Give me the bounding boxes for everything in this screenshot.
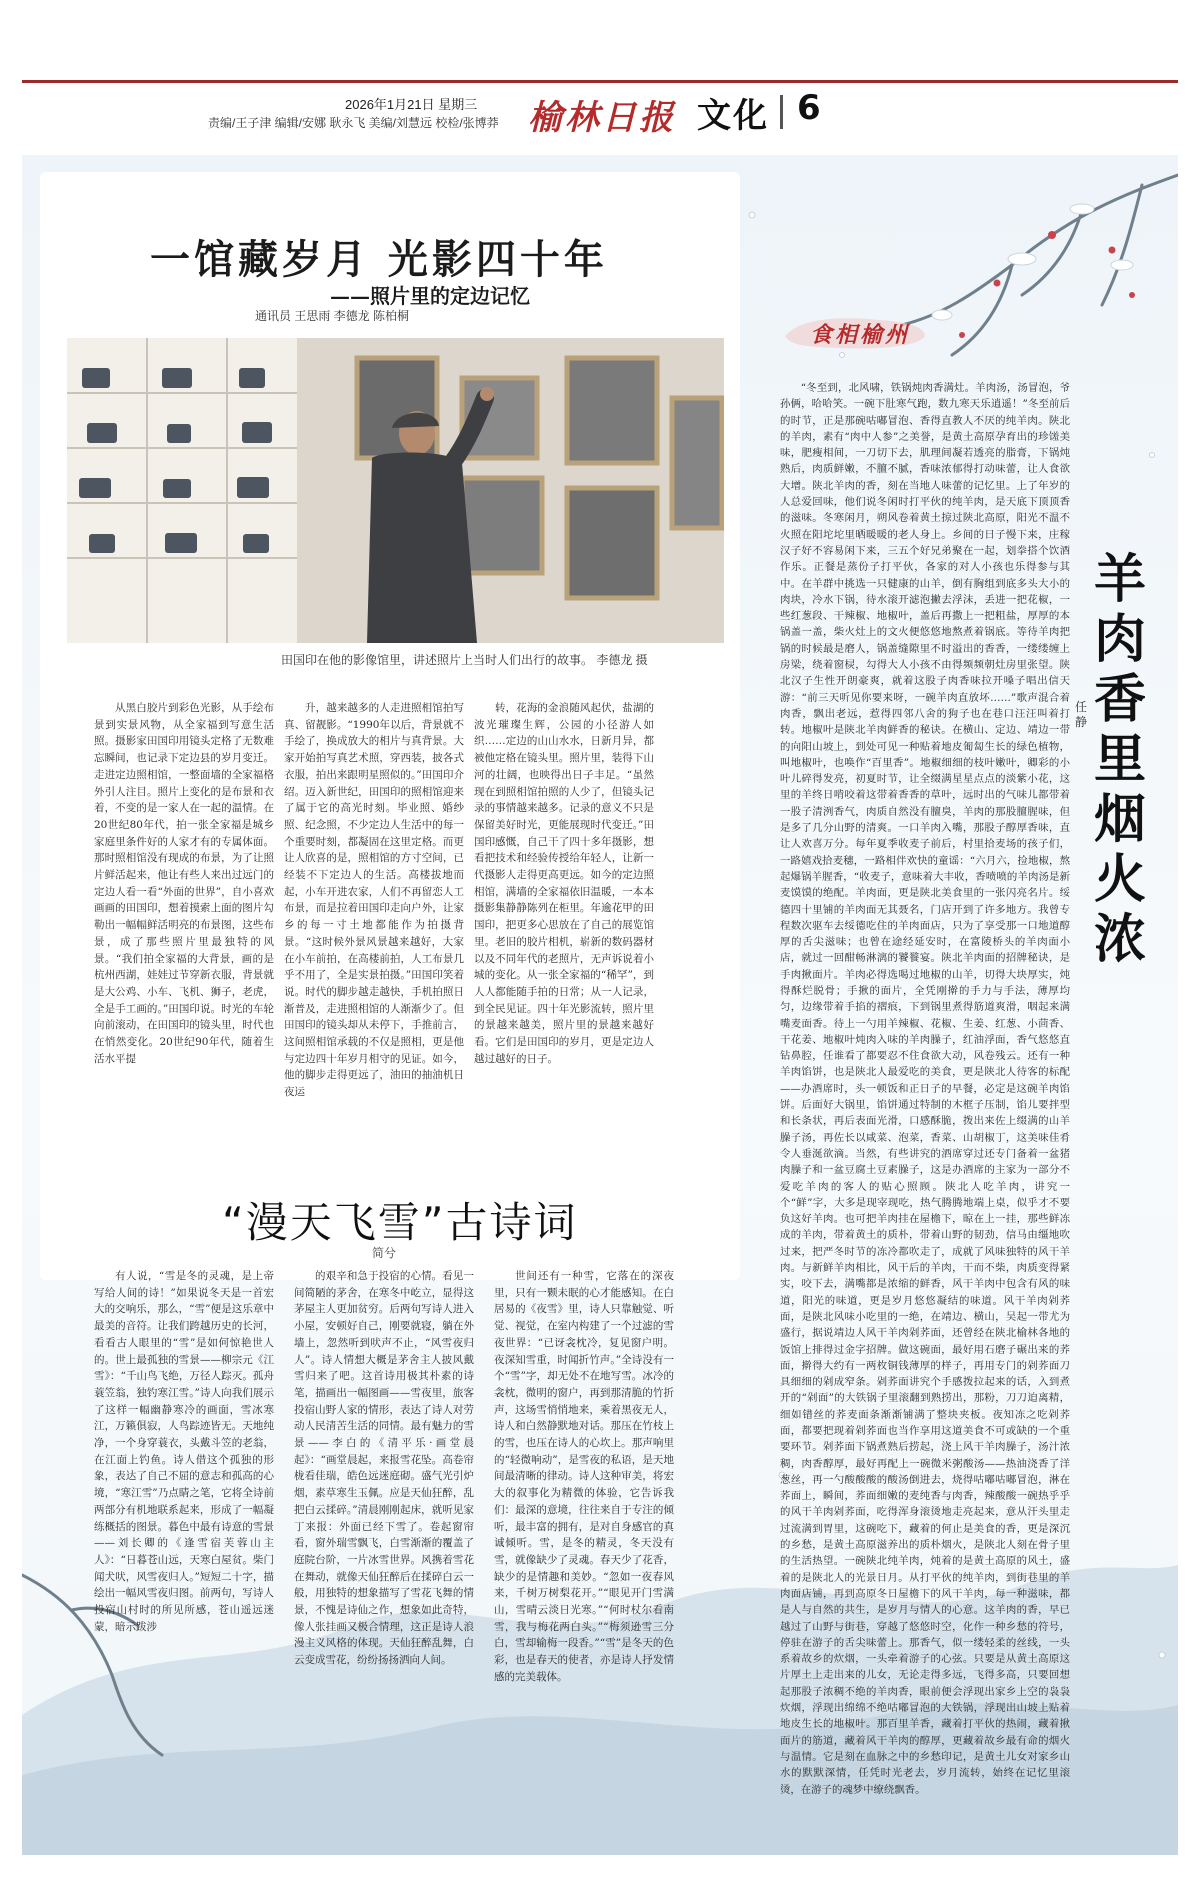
article3-column: [780, 380, 1070, 1820]
article3-author: 任静: [1074, 700, 1087, 729]
page-number: 6: [797, 88, 821, 128]
newspaper-name: 榆林日报: [528, 98, 676, 138]
snow-branch-top-right: [902, 175, 1178, 355]
header-date: 2026年1月21日 星期三: [345, 97, 478, 112]
article1-text-col3: 转，花海的金浪随风起伏，盐湖的波光璀璨生辉，公园的小径游人如织……定边的山山水水，日新月异，都被他定格在镜头里。照片里，装得下山河的壮阔，也映得出日子丰足。“虽然现在到照相馆拍照的人少了，但镜头记录的事情越来越多。记录的意义不只是保留美好时光，更能展现时代变迁。”田国印感慨，自己干了四十多年摄影，想看把技术和经验传授给年轻人，让新一代摄影人走得更高更远。如今的定边照相馆，满墙的全家福依旧温暖，一本本摄影集静静陈列在柜里。年逾花甲的田国印，把更多心思放在了自己的展览馆里。老旧的胶片相机，崭新的数码器材以及不同年代的老照片，无声诉说着小城的变化。从一张全家福的“稀罕”，到人人都能随手拍的日常；从一人记录，到全民见证。四十年光影流转，照片里的景越来越美，照片里的景越来越好看。它们是田国印的岁月，更是定边人越过越好的日子。: [474, 702, 654, 1065]
article1-subtitle: ——照片里的定边记忆: [330, 284, 530, 308]
article2-column-3: [494, 1268, 674, 1816]
section-name: 文化: [697, 96, 769, 136]
article2-title: “漫天飞雪”古诗词: [222, 1198, 578, 1247]
article2-column-2: [294, 1268, 474, 1816]
article2-text-col2: 的艰辛和急于投宿的心情。看见一间简陋的茅舍，在寒冬中屹立，显得这茅屋主人更加贫穷。后两句写诗人进入小屋，安顿好自己，刚要就寝，躺在外墙上，忽然听到吠声不止，“风雪夜归人”。诗人情想大概是茅舍主人披风戴雪归来了吧。这首诗用极其朴素的诗笔，描画出一幅图画——雪夜里，旅客投宿山野人家的情形，表达了诗人对劳动人民清苦生活的同情。最有魅力的雪景——李白的《清平乐·画堂晨起》：“画堂晨起，来报雪花坠。高卷帘栊看佳瑞，皓色远迷庭砌。盛气光引炉烟，素草寒生玉佩。应是天仙狂醉，乱把白云揉碎。”清晨刚刚起床，就听见家丁来报：外面已经下雪了。卷起窗帘看，窗外瑞雪飘飞，白雪渐渐的覆盖了庭院台阶，一片冰雪世界。风携着雪花在舞动，就像天仙狂醉后在揉碎白云一般，用独特的想象描写了雪花飞舞的情景，不愧是诗仙之作，想象如此奇特，像人张挂画又极合情理，这正是诗人浪漫主义风格的体现。天仙狂醉乱舞，白云变成雪花，纷纷扬扬洒向人间。: [294, 1270, 474, 1667]
article2-text-col1: 有人说，“雪是冬的灵魂，是上帝写给人间的诗！”如果说冬天是一首宏大的交响乐，那么，“雪”便是这乐章中最美的音符。让我们跨越历史的长河，看看古人眼里的“雪”是如何惊艳世人的。世上最孤独的雪景——柳宗元《江雪》：“千山鸟飞绝，万径人踪灭。孤舟蓑笠翁，独钓寒江雪。”诗人向我们展示了这样一幅幽静寒冷的画面，雪冰寒江，万籁俱寂，人鸟踪迹皆无。天地纯净，一个身穿蓑衣，头戴斗笠的老翁，在江面上钓鱼。诗人借这个孤独的形象，表达了自己不屈的意志和孤高的心境，“寒江雪”乃点睛之笔，它将全诗前两部分有机地联系起来，形成了一幅凝练概括的图景。暮色中最有诗意的雪景——刘长卿的《逢雪宿芙蓉山主人》：“日暮苍山远，天寒白屋贫。柴门闻犬吠，风雪夜归人。”短短二十字，描绘出一幅风雪夜归图。前两句，写诗人投宿山村时的所见所感，苍山遥远迷蒙，暗示跋涉: [94, 1270, 274, 1633]
header-divider: [780, 95, 783, 129]
column-badge-text: 食相榆州: [810, 322, 911, 348]
article2-column-1: [94, 1268, 274, 1816]
photo-caption: 田国印在他的影像馆里，讲述照片上当时人们出行的故事。 李德龙 摄: [281, 653, 648, 667]
article2-text-col3: 世间还有一种雪，它落在的深夜里，只有一颗未眠的心才能感知。在白居易的《夜雪》里，诗人只靠触觉、听觉、视觉，在室内构建了一个过滤的雪夜世界：“已讶衾枕冷，复见窗户明。夜深知雪重，时闻折竹声。”全诗没有一个“雪”字，却无处不在地写雪。冰冷的衾枕，微明的窗户，再到那清脆的竹折声，这场雪悄悄地来，乘着黑夜无人，诗人和白然静默地对话。那压在竹枝上的雪，也压在诗人的心坎上。那声响里的“轻微响动”，是雪夜的私语，是天地间最清晰的律动。诗人这种审美，将宏大的叙事化为精微的体验，它告诉我们：最深的意境，往往来自于专注的倾听，最丰富的拥有，是对自身感官的真诚倾听。雪，是冬的精灵，冬天没有雪，就像缺少了灵魂。春天少了花香，缺少的是情趣和美妙。“忽如一夜春风来，千树万树梨花开。”“眼见开门雪满山，雪晴云淡日光寒。”“何时杖尔看南雪，我与梅花两白头。”“梅须逊雪三分白，雪却输梅一段香。”“雪”是冬天的色彩，也是春天的使者，亦是诗人抒发情感的完美载体。: [494, 1270, 674, 1683]
masthead-rule: [22, 80, 1178, 83]
article1-byline: 通讯员 王思雨 李德龙 陈柏桐: [255, 309, 410, 323]
article1-photo: [67, 338, 724, 643]
article1-column-3: [474, 700, 654, 1170]
article3-text: “冬至到，北风啸，铁锅炖肉香满灶。羊肉汤，汤冒泡，爷孙俩，哈哈笑。一碗下肚寒气跑，数九寒天乐逍遥！”冬至前后的时节，正是那碗咕嘟冒泡、香得直教人不厌的纯羊肉。陕北的羊肉，素有“肉中人参”之美誉，是黄土高原孕育出的珍馐美味，肥瘦相间，一刀切下去，肌理间凝若透亮的脂膏，下锅炖熟后，肉质鲜嫩，不膻不腻，香味浓郁得打动味蕾，让人食欲大增。陕北羊肉的香，刻在当地人味蕾的记忆里。上了年岁的人总爱回味，他们说冬闲时打平伙的纯羊肉，是天底下顶顶香的滋味。冬寒闲月，朔风卷着黄土掠过陕北高原，阳光不温不火照在阳坨坨里晒暖暖的老人身上。乡间的日子慢下来，庄稼汉子好不容易闲下来，三五个好兄弟聚在一起，划拳搭个饮酒作乐。正餐是蒸份子打平伙，各家的对人小孩也乐得参与其中。在羊群中挑选一只健康的山羊，倒有胸组到底多头大小的肉块，冷水下锅，待水滚开滤泡撇去浮沫，丢进一把花椒，一些红葱段、干辣椒、地椒叶，盖后再撒上一把粗盐，厚厚的本锅盖一盖，柴火灶上的文火便悠悠地熬煮着锅底。等待羊肉把锅的时候最是磨人，锅盖缝隙里不时溢出的香香，一缕缕缠上房梁，绕着窗棂，勾得大人小孩不由得频频朝灶房里张望。陕北汉子生性开朗豪爽，就着这股子肉香味拉开嗓子唱出信天游：“前三天听见你要来呀，一碗羊肉直放坏……”歌声混合着肉香，飘出老远，惹得四邻八舍的狗子也在巷口汪汪叫着打转。地椒叶是陕北羊肉鲜香的秘诀。在横山、定边、靖边一带的向阳山坡上，到处可见一种贴着地皮匍匐生长的绿色植物，叫地椒叶，也唤作“百里香”。地椒细细的枝叶嫩叶，卿彩的小叶儿碎得发亮，初夏时节，让全缀满星星点点的淡紫小花，这里的羊终日啃咬着这带着香香的草叶，远时出的气味儿都带着一股子清洌香气，肉质自然没有膻臭，羊肉的那股膻腥味，但是多了几分山野的清爽。一口羊肉入嘴，那股子醇厚香味，直让人欢喜万分。每年夏季收麦子前后，村里拾麦场的孩子们，一路嬉戏拾麦穗，一路相伴欢快的童谣：“六月六，捡地椒，熬起爆锅羊腥香，“收麦子，意味着大丰收，香喷喷的羊肉汤是新麦馍馍的绝配。羊肉面，更是陕北美食里的一张闪亮名片。绥德四十里铺的羊肉面无其聂名，门店开到了许多地方。我曾专程数次驱车去绥德吃住的羊肉面店，只为了享受那一口地道醇厚的舌尖滋味；也曾在途经延安时，在富陵桥头的羊肉面小店，就过一回酣畅淋漓的饕餮宴。陕北羊肉面的招牌秘诀，是手肉揪面片。羊肉必得选喝过地椒的山羊，切得大块厚实，炖得酥烂脱骨；手揪的面片，全凭刚擀的手力与手法，薄厚均匀，边缘带着手掐的褶痕，下到锅里煮得筋道爽滑，咽起来满嘴麦面香。待上一勺用羊辣椒、花椒、生姜、红葱、小茴香、干花姜、地椒叶炖肉入味的羊肉臊子，红油浮面，香气悠悠直钻鼻腔，任谁看了都要忍不住食欲大动，风卷残云。还有一种羊肉馅饼，也是陕北人最爱吃的美食，更是陕北人待客的标配——办酒席时，头一顿饭和正日子的早餐，必定是这碗羊肉馅饼。后面好大锅里，馅饼通过特制的木框子压制，馅儿要拌型和长条状，再后表面光滑，口感酥脆，拨出来佐上缀满的山羊臊子汤，再佐长以咸菜、泡菜，香菜、山胡椒丁，这美味佳肴令人垂涎欲滴。当然，有些讲究的酒席穿过还专门备着一盆猪肉臊子和一盆豆腐土豆素臊子，这是办酒席的主家为一部分不爱吃羊肉的客人的贴心照顾。陕北人吃羊肉，讲究一个“鲜”字，大多是现宰现吃，热气腾腾地端上桌，似乎才不要负这好羊肉。也可把羊肉挂在屋檐下，晾在上一挂，那些鲜冻成的羊肉，带着黄土的质朴，带着山野的韧劲，信马由缰地吹过来，把严冬时节的冻冷都吹走了，成就了风味独特的风干羊肉。与新鲜羊肉相比，风干后的羊肉，干而不柴，肉质变得紧实，咬下去，满嘴都是浓缩的鲜香，风干羊肉中包含有风的味道，阳光的味道，更是岁月悠悠凝结的味道。风干羊肉剁荞面，是陕北风味小吃里的一绝，在靖边、横山，吴起一带尤为盛行，据说靖边人风干羊肉剁荞面，还曾经在陕北榆林各地的饭馆上排得过金字招牌。做这碗面，最好用石磨子碾出来的荞面，擀得大约有一两枚铜钱薄厚的样子，再用专门的剁荞面刀具细细的剁成窄条。剁荞面讲究个手感拨拉起来的话，入到煮开的“剁面”的大铁锅子里滚翻到熟捞出，那粉，刀刀迫离精，细如错丝的荞麦面条渐渐铺满了整块夹板。夜知冻之吃剁荞面，都要把现着剁荞面也当作享用这道美食不可或缺的一个重要环节。剁荞面下锅煮熟后捞起，浇上风干羊肉臊子，汤汁浓稠，肉香醇厚，最好再配上一碗微米粥酸汤——热油浇香了洋葱丝，再一勺酸酸酸的酸汤倒进去，烧得咕嘟咕嘟冒泡，淋在荞面上，瞬间，荞面细嫩的麦纯香与肉香，辣酸酸一碗热乎乎的风干羊肉剁荞面，吃得浑身滚烫地走亮起来，意从汗头里走过流满到胃里，这碗吃下，藏着的何止是美食的香，更是深沉的乡愁，是黄土高原滋养出的质朴烟火，是陕北人刻在骨子里的生活热望。一碗陕北纯羊肉，炖着的是黄土高原的风土，盛着的是陕北人的光景日月。从打平伙的纯羊肉，到街巷里的羊肉面店铺，再到高原冬日屋檐下的风干羊肉，每一种滋味，都是人与自然的共生，是岁月与情人的心意。这羊肉的香，早已越过了山野与街巷，穿越了悠悠时空，化作一种乡愁的符号，停驻在游子的舌尖味蕾上。那香气，似一缕轻柔的丝线，一头系着故乡的炊烟，一头牵着游子的心弦。只要是从黄土高原这片厚土上走出来的儿女，无论走得多远，飞得多高，只要回想起那股子浓稠不绝的羊肉香，眼前便会浮现出家乡上空的袅袅炊烟，浮现出绵绵不绝咕嘟冒泡的大铁锅，浮现出山坡上贴着地皮生长的地椒叶。那百里羊香，藏着打平伙的热闹，藏着揪面片的筋道，藏着风干羊肉的醇厚，更藏着故乡最有命的烟火与温情。它是刻在血脉之中的乡愁印记，是黄土儿女对家乡山水的默默深情，任凭时光老去，岁月流转，始终在记忆里滚烫，在游子的魂梦中缭绕飘香。: [780, 382, 1070, 1796]
article1-title: 一馆藏岁月 光影四十年: [150, 236, 608, 283]
display-shelves: [67, 338, 297, 643]
header-staff: 责编/王子津 编辑/安娜 耿永飞 美编/刘慧远 校检/张博莽: [208, 116, 499, 130]
photo-museum-scene: [67, 338, 724, 643]
article1-text-col2: 升，越来越多的人走进照相馆拍写真、留靓影。“1990年以后，背景就不手绘了，换成放大的相片与真背景。大家开始拍写真艺术照，穿西装，披各式衣服，拍出来跟明星照似的。”田国印介绍。迈入新世纪，田国印的照相馆迎来了属于它的高光时刻。毕业照、婚纱照、纪念照，不少定边人生活中的每一个重要时刻，都凝固在这里定格。而更让人欣喜的是，照相馆的方寸空间，已经装不下定边人的生活。高楼拔地而起，小车开进农家，人们不再留恋人工布景，而是拉着田国印走向户外，让家乡的每一寸土地都能作为拍摄背景。“这时候外景风景越来越好，大家在小车前拍，在高楼前拍，人工布景几乎不用了，全是实景拍摄。”田国印笑着说。时代的脚步越走越快，手机拍照日渐普及，走进照相馆的人渐渐少了。但田国印的镜头却从未停下，手推前言，这间照相馆承载的不仅是照相，更是他与定边四十年岁月相守的见证。如今，他的脚步走得更远了，油田的抽油机日夜运: [284, 702, 464, 1099]
article2-author: 简兮: [372, 1246, 397, 1260]
article3-title: 羊肉香里烟火浓: [1093, 549, 1146, 970]
article1-text-col1: 从黑白胶片到彩色光影，从手绘布景到实景风物，从全家福到写意生活照。摄影家田国印用镜头定格了无数难忘瞬间，也记录下定边县的岁月变迁。走进定边照相馆，一整面墙的全家福格外引人注目。照片上变化的是布景和衣着，不变的是一家人在一起的温情。在20世纪80年代，拍一张全家福是城乡家庭里条件好的人家才有的专属体面。那时照相馆没有现成的布景，为了让照片鲜活起来，他让有些人来出过远门的定边人看一看“外面的世界”，自小喜欢画画的田国印，想着摸索上面的图片勾勒出一幅幅鲜活明亮的布景图，这些布景，成了那些照片里最独特的风景。“我们拍全家福的大背景，画的是杭州西湖，娃娃过节穿新衣服，背景就是大公鸡、小车、飞机、狮子，老虎，全是手工画的。”田国印说。时光的车轮向前滚动，在田国印的镜头里，时代也在悄然变化。20世纪90年代，随着生活水平提: [94, 702, 274, 1065]
article1-column-2: [284, 700, 464, 1170]
article1-column-1: [94, 700, 274, 1170]
